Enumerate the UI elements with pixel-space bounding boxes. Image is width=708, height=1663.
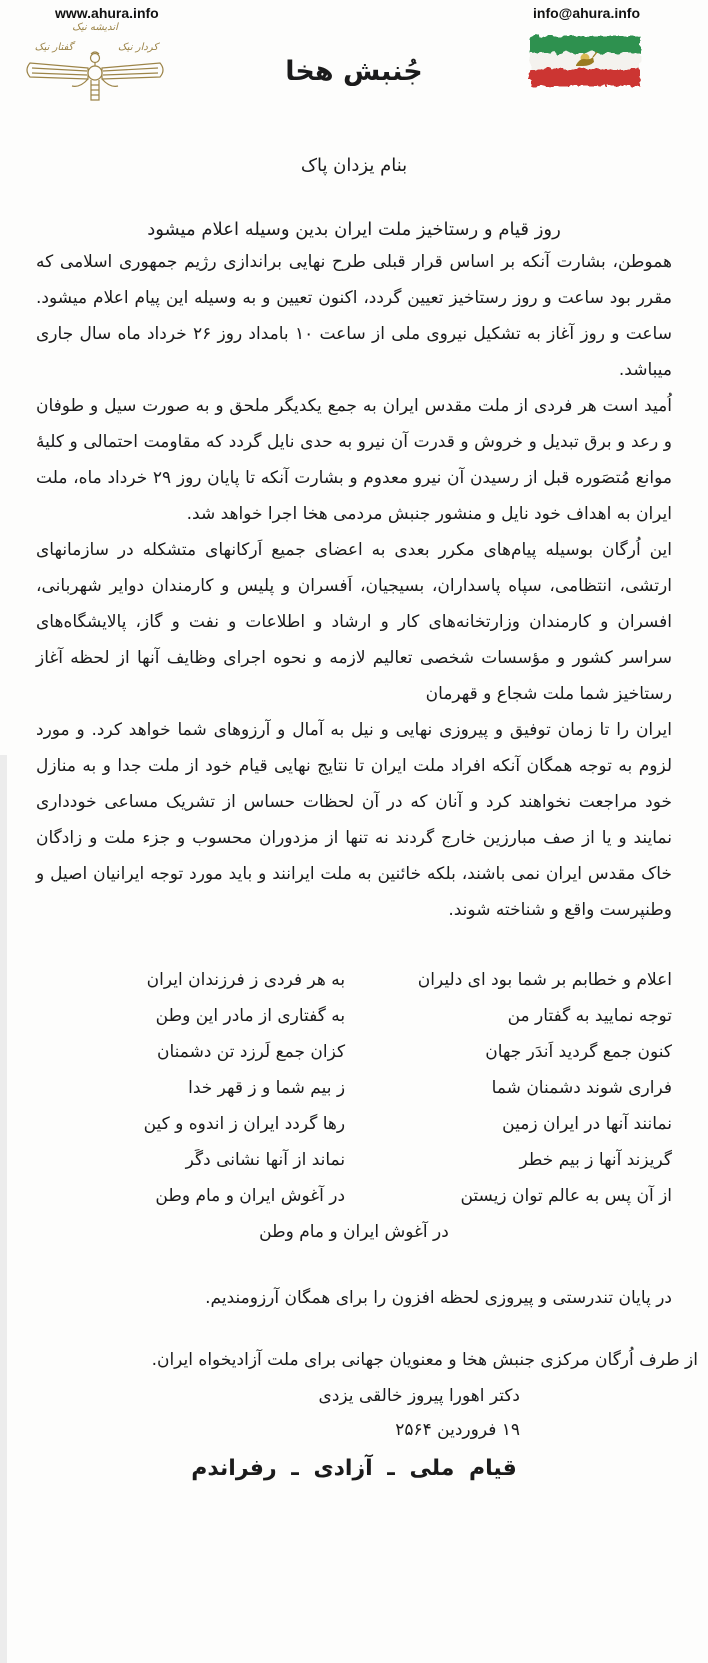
verse-row (36, 998, 672, 1034)
hemistich-first: فراری شوند دشمنان شما (491, 1078, 672, 1098)
paragraph-4: ایران را تا زمان توفیق و پیروزی نهایی و نیل به آمال و آرزوهای شما خواهد کرد. و مورد لزوم به توجه همگان آنکه افراد ملت ایران تا نتایج نهایی قیام خود از ملت جدا و به منازل خود مراجعت نخواهند کرد و آنان که در آن لحظات حساس از تشریک مساعی خودداری نمایند و یا از صف مبارزین خارج گردند نه تنها از مزدوران محسوب و جزء ملت و زادگان خاک مقدس ایران نمی باشند، بلکه خائنین به ملت ایرانند و باید مورد توجه ایرانیان اصیل و وطنپرست واقع و شناخته شوند. (36, 720, 672, 920)
hemistich-second: رها گردد ایران ز اندوه و کین (143, 1114, 346, 1134)
hemistich-first: گریزند آنها ز بیم خطر (519, 1150, 672, 1170)
hemistich-second: به هر فردی ز فرزندان ایران (146, 970, 346, 990)
paragraph-3: این اُرگان بوسیله پیام‌های مکرر بعدی به اعضای جمیع اَرکانهای متشکله در سازمانهای ارتشی، انتظامی، سپاه پاسداران، بسیجیان، اَفسران و پلیس و کارمندان دوایر شهربانی، افسران و کارمندان وزارتخانه‌های کار و ارشاد و اطلاعات و نفت و گاز، پالایشگاه‌های سراسر کشور و مؤسسات شخصی تعالیم لازمه و نحوه اجرای وظایف آنها از لحظه آغاز رستاخیز شما ملت شجاع و قهرمان (36, 540, 672, 704)
letterhead (0, 0, 708, 122)
motto-top: اندیشه نیک (72, 22, 118, 33)
motto-left: گفتار نیک (34, 42, 74, 53)
page-title: جُنبش هخا (285, 56, 423, 87)
email-address: info@ahura.info (533, 5, 640, 21)
hemistich-first: اعلام و خطابم بر شما بود ای دلیران (417, 970, 672, 990)
closing-wish: در پایان تندرستی و پیروزی لحظه افزون را برای همگان آرزومندیم. (205, 1288, 672, 1308)
hemistich-first: توجه نمایید به گفتار من (507, 1006, 672, 1026)
verse-row (36, 962, 672, 998)
verse-row (36, 1142, 672, 1178)
slogan-line: قیام ملی ـ آزادی ـ رفراندم (191, 1456, 517, 1481)
poem (36, 962, 672, 1250)
verse-row (36, 1178, 672, 1214)
announcement-line: روز قیام و رستاخیز ملت ایران بدین وسیله اعلام میشود (147, 219, 561, 240)
hemistich-first: از آن پس به عالم توان زیستن (460, 1186, 672, 1206)
paragraph-2: اُمید است هر فردی از ملت مقدس ایران به جمع یکدیگر ملحق و به صورت سیل و طوفان و رعد و برق تبدیل و خروش و قدرت آن نیرو به حدی نایل گردد که مقاومت احتمالی و کلیهٔ موانع مُتصَوره قبل از رسیدن آن نیرو معدوم و بشارت آنکه تا پایان روز ۲۹ خرداد ماه، ملت ایران به اهداف خود نایل و منشور جنبش مردمی هخا اجرا خواهد شد. (36, 396, 673, 524)
hemistich-second: در آغوش ایران و مام وطن (155, 1186, 346, 1206)
verse-row (36, 1106, 672, 1142)
website-url: www.ahura.info (55, 5, 159, 21)
scan-edge-artifact (0, 755, 7, 1663)
hemistich-second: نماند از آنها نشانی دگَر (185, 1150, 346, 1170)
document-body (0, 152, 708, 1481)
hemistich-second: ز بیم شما و ز قهر خدا (188, 1078, 346, 1098)
verse-row (36, 1070, 672, 1106)
hemistich-first: کنون جمع گردید اَندَر جهان (485, 1042, 672, 1062)
signature-organization: از طرف اُرگان مرکزی جنبش هخا و معنویان جهانی برای ملت آزادیخواه ایران. (151, 1350, 698, 1370)
signature-date: ۱۹ فروردین ۲۵۶۴ (395, 1420, 520, 1440)
poem-refrain: در آغوش ایران و مام وطن (259, 1222, 449, 1242)
invocation-line: بنام یزدان پاک (300, 155, 408, 176)
hemistich-second: کزان جمع لَرزد تن دشمنان (156, 1042, 346, 1062)
verse-row (36, 1034, 672, 1070)
paragraph-1: هموطن، بشارت آنکه بر اساس قرار قبلی طرح نهایی براندازی رژیم جمهوری اسلامی که مقرر بود ساعت و روز رستاخیز تعیین گردد، اکنون تعیین و به وسیله این پیام اعلام میشود. ساعت و روز آغاز به تشکیل نیروی ملی از ساعت ۱۰ بامداد روز ۲۶ خرداد ماه سال جاری میباشد. (36, 252, 672, 380)
hemistich-first: نمانند آنها در ایران زمین (502, 1114, 672, 1134)
motto-right: کردار نیک (117, 42, 159, 53)
signature-name: دکتر اهورا پیروز خالقی یزدی (318, 1386, 520, 1406)
hemistich-second: به گفتاری از مادر این وطن (155, 1006, 346, 1026)
